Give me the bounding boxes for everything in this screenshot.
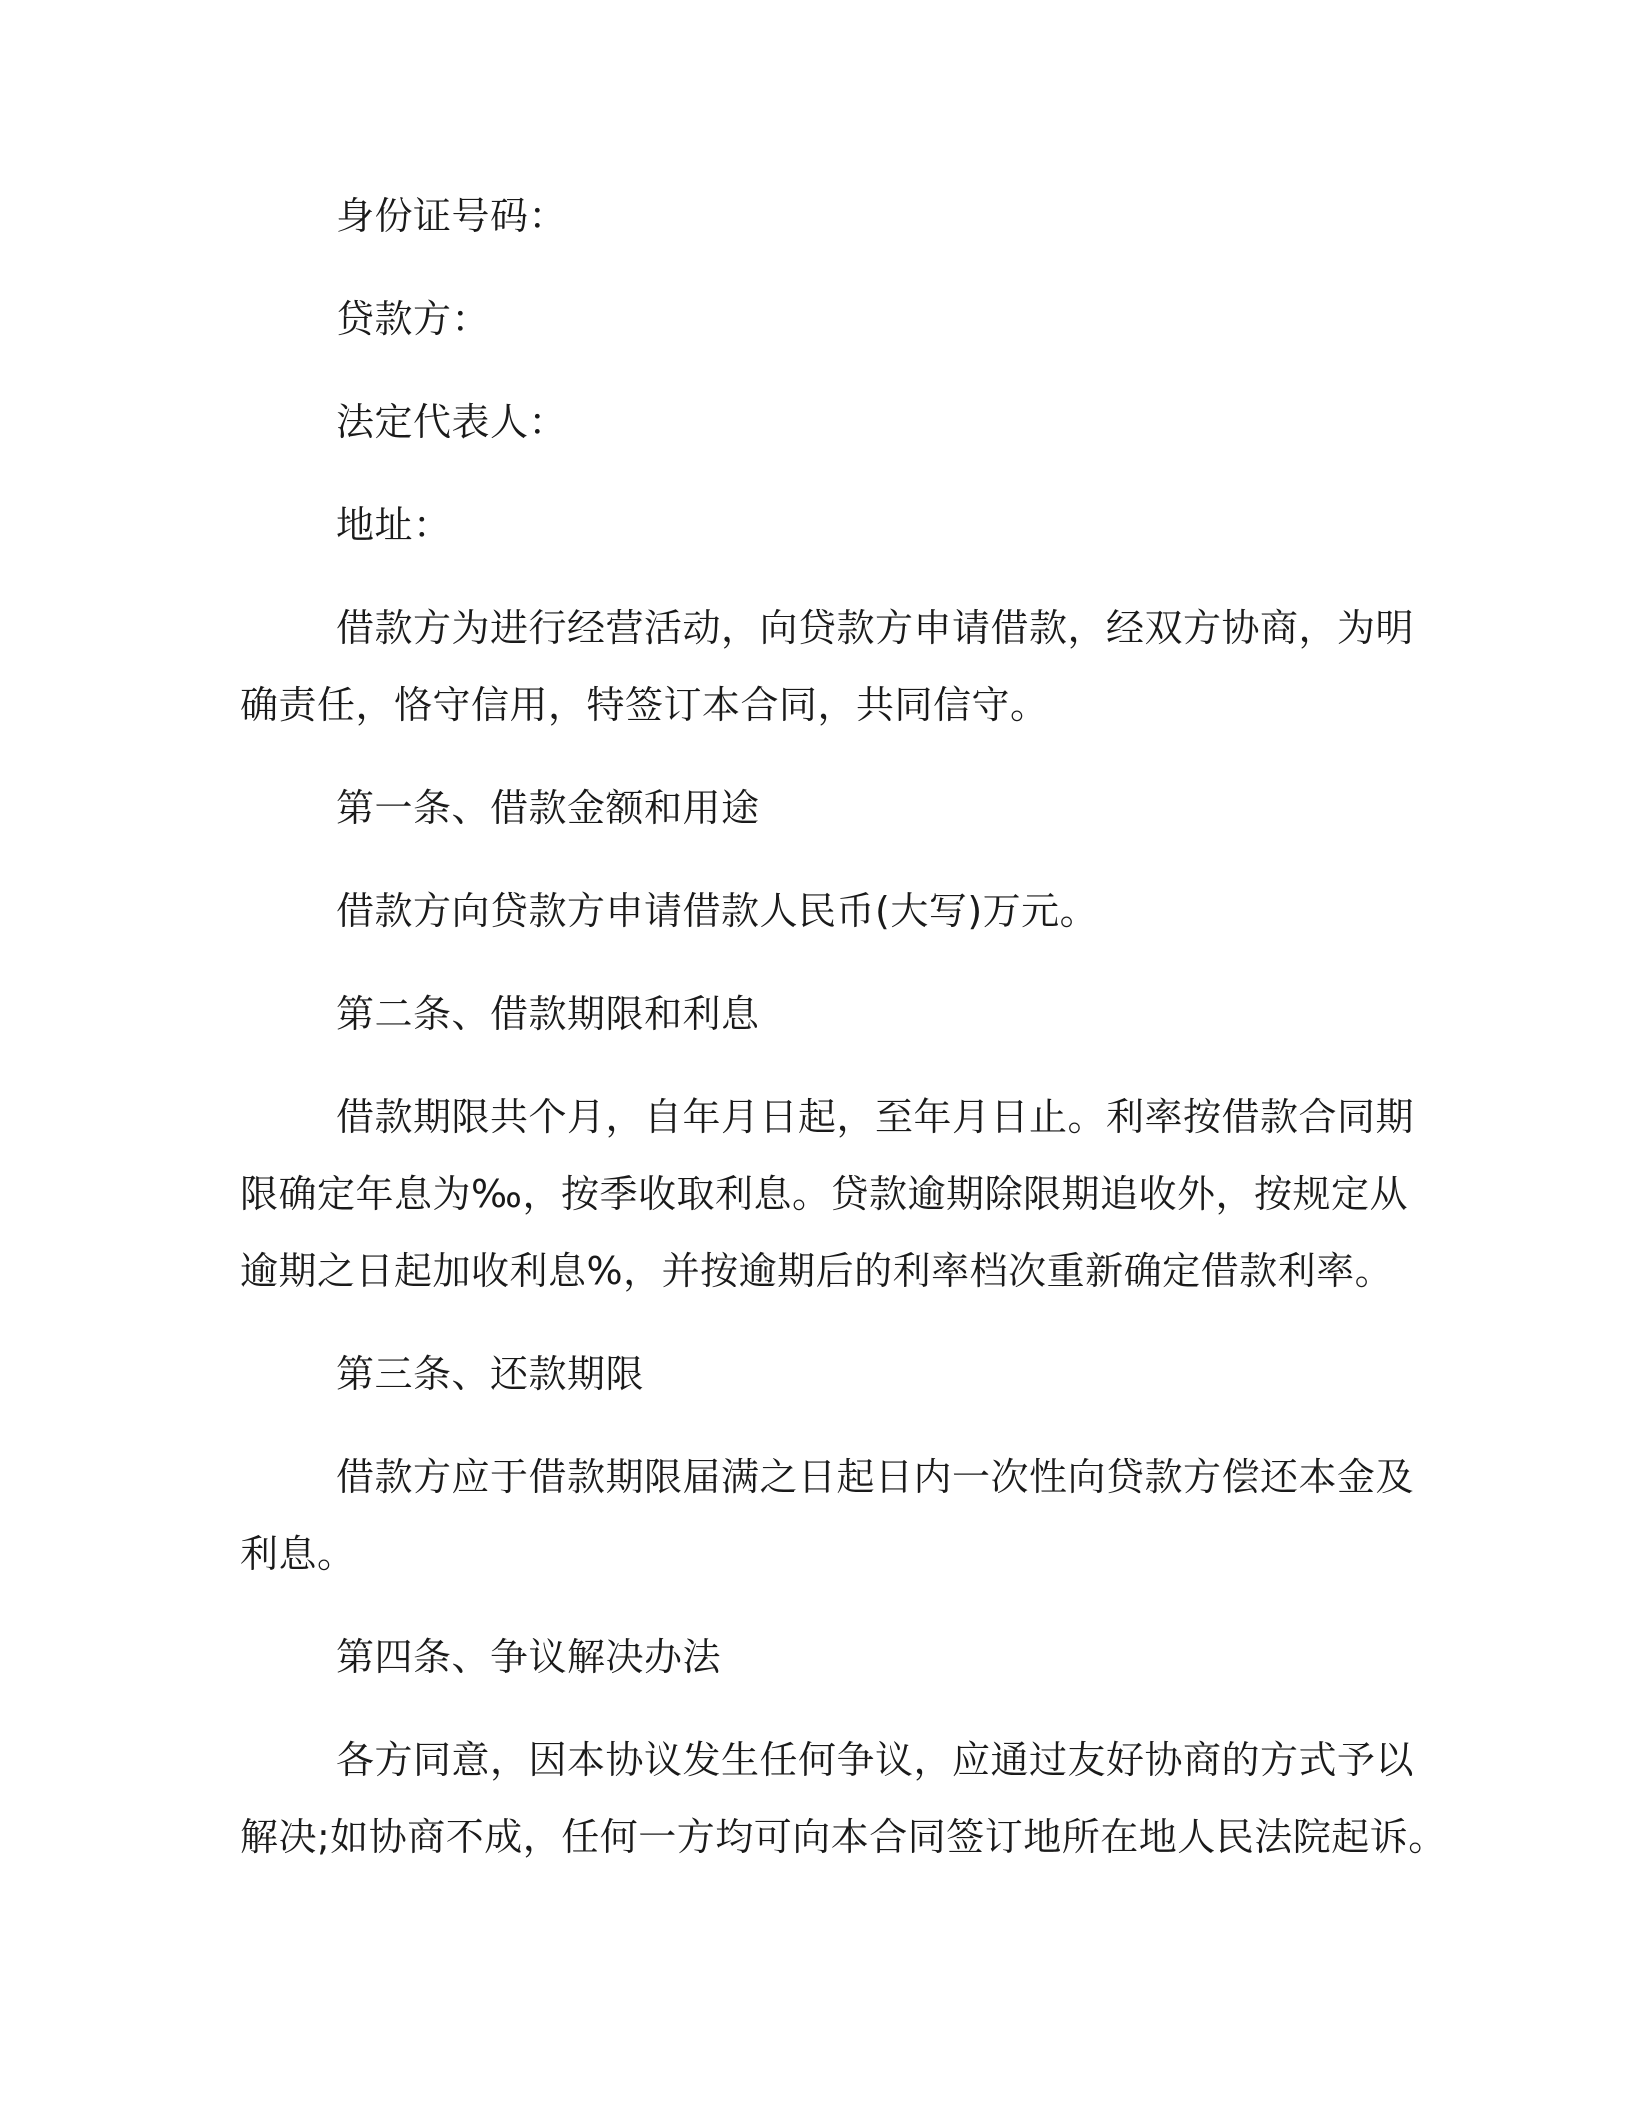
article-4-body-line-2: 解决;如协商不成，任何一方均可向本合同签订地所在地人民法院起诉。 [240,1815,1447,1859]
article-2-heading: 第二条、借款期限和利息 [336,992,760,1036]
article-3-body-line-2: 利息。 [240,1532,356,1576]
preamble-line-1: 借款方为进行经营活动，向贷款方申请借款，经双方协商，为明 [336,606,1415,650]
address-label: 地址： [336,503,452,547]
article-2-body-line-1: 借款期限共个月，自年月日起，至年月日止。利率按借款合同期 [336,1095,1415,1139]
article-3-body-line-1: 借款方应于借款期限届满之日起日内一次性向贷款方偿还本金及 [336,1455,1415,1499]
article-2-body-line-2: 限确定年息为‰，按季收取利息。贷款逾期除限期追收外，按规定从 [240,1172,1408,1216]
article-4-heading: 第四条、争议解决办法 [336,1635,722,1679]
article-1-heading: 第一条、借款金额和用途 [336,786,760,830]
lender-label: 贷款方： [336,297,491,341]
article-3-heading: 第三条、还款期限 [336,1352,645,1396]
legal-representative-label: 法定代表人： [336,400,568,444]
article-2-body-line-3: 逾期之日起加收利息%，并按逾期后的利率档次重新确定借款利率。 [240,1249,1394,1293]
article-1-body: 借款方向贷款方申请借款人民币(大写)万元。 [336,889,1099,933]
id-number-label: 身份证号码： [336,194,568,238]
article-4-body-line-1: 各方同意，因本协议发生任何争议，应通过友好协商的方式予以 [336,1738,1415,1782]
preamble-line-2: 确责任，恪守信用，特签订本合同，共同信守。 [240,683,1049,727]
